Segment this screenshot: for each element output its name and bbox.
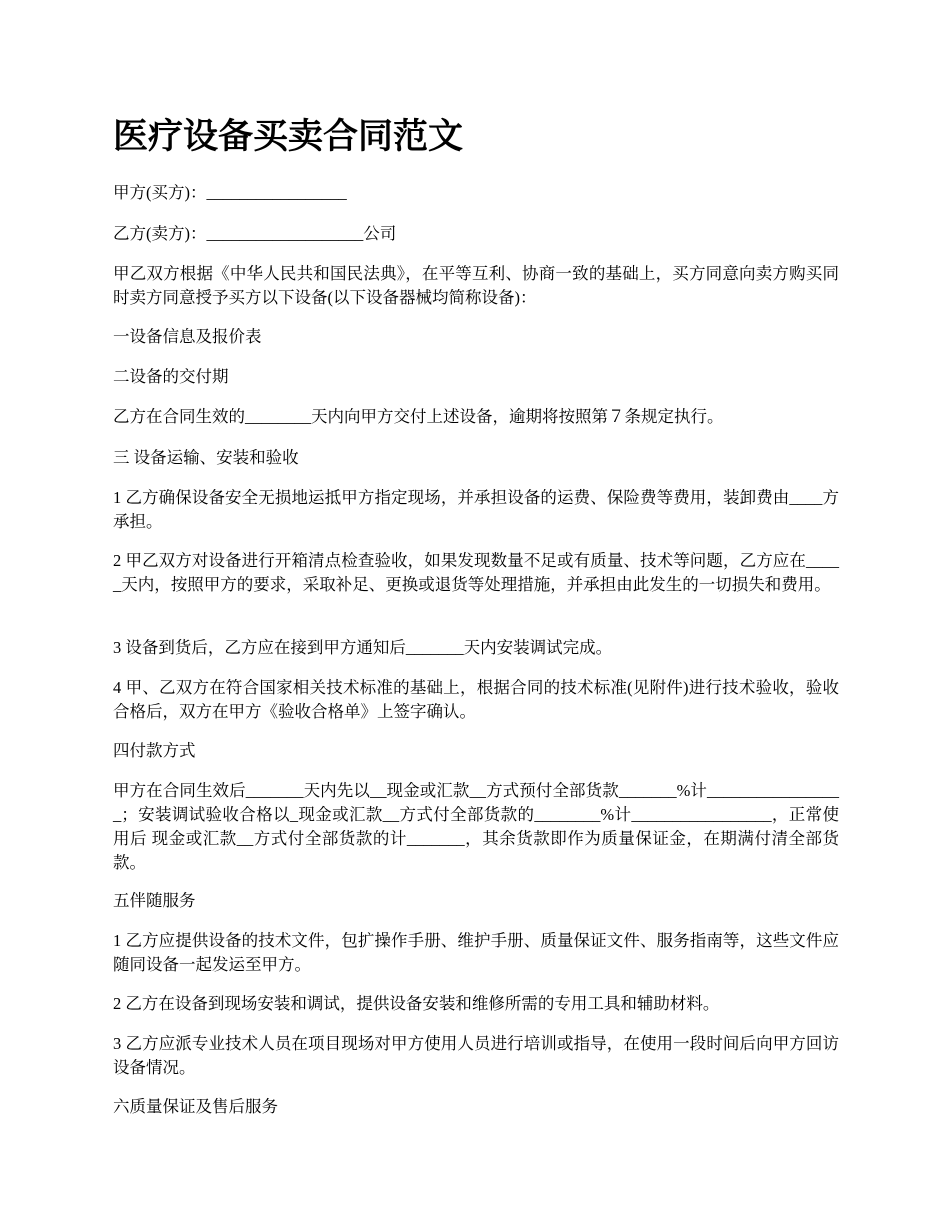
service-clause-1: 1 乙方应提供设备的技术文件，包扩操作手册、维护手册、质量保证文件、服务指南等，这些文件应随同设备一起发运至甲方。 <box>113 931 839 974</box>
party-b-line: 乙方(卖方)：___________________公司 <box>113 224 397 243</box>
section-heading-1: 一设备信息及报价表 <box>113 327 262 346</box>
payment-paragraph: 甲方在合同生效后_______天内先以__现金或汇款__方式预付全部货款_______%计_________________；安装调试验收合格以_现金或汇款__方式付全部货款的________%计_________________，正常使用后 现金或汇款__方式付全部货款的计_______，其余货款即作为质量保证金，在期满付清全部货款。 <box>113 781 839 872</box>
section-heading-6: 六质量保证及售后服务 <box>113 1097 278 1116</box>
transport-clause-1: 1 乙方确保设备安全无损地运抵甲方指定现场，并承担设备的运费、保险费等费用，装卸费由____方承担。 <box>113 488 839 531</box>
section-heading-2: 二设备的交付期 <box>113 367 229 386</box>
document-title: 医疗设备买卖合同范文 <box>113 117 464 156</box>
section-heading-4: 四付款方式 <box>113 741 196 760</box>
transport-clause-4: 4 甲、乙双方在符合国家相关技术标准的基础上，根据合同的技术标准(见附件)进行技术验收，验收合格后，双方在甲方《验收合格单》上签字确认。 <box>113 678 839 721</box>
delivery-paragraph: 乙方在合同生效的________天内向甲方交付上述设备，逾期将按照第７条规定执行。 <box>113 407 724 426</box>
section-heading-5: 五伴随服务 <box>113 891 196 910</box>
party-a-line: 甲方(买方)：_________________ <box>113 183 347 202</box>
service-clause-2: 2 乙方在设备到现场安装和调试，提供设备安装和维修所需的专用工具和辅助材料。 <box>113 994 720 1013</box>
service-clause-3: 3 乙方应派专业技术人员在项目现场对甲方使用人员进行培训或指导，在使用一段时间后向甲方回访设备情况。 <box>113 1034 839 1077</box>
section-heading-3: 三 设备运输、安装和验收 <box>113 448 299 467</box>
transport-clause-2: 2 甲乙双方对设备进行开箱清点检查验收，如果发现数量不足或有质量、技术等问题，乙方应在_____天内，按照甲方的要求，采取补足、更换或退货等处理措施，并承担由此发生的一切损失和费用。 <box>113 551 839 594</box>
preamble-paragraph: 甲乙双方根据《中华人民共和国民法典》，在平等互利、协商一致的基础上，买方同意向卖方购买同时卖方同意授予买方以下设备(以下设备器械均简称设备)： <box>113 264 839 307</box>
transport-clause-3: 3 设备到货后，乙方应在接到甲方通知后_______天内安装调试完成。 <box>113 638 613 657</box>
